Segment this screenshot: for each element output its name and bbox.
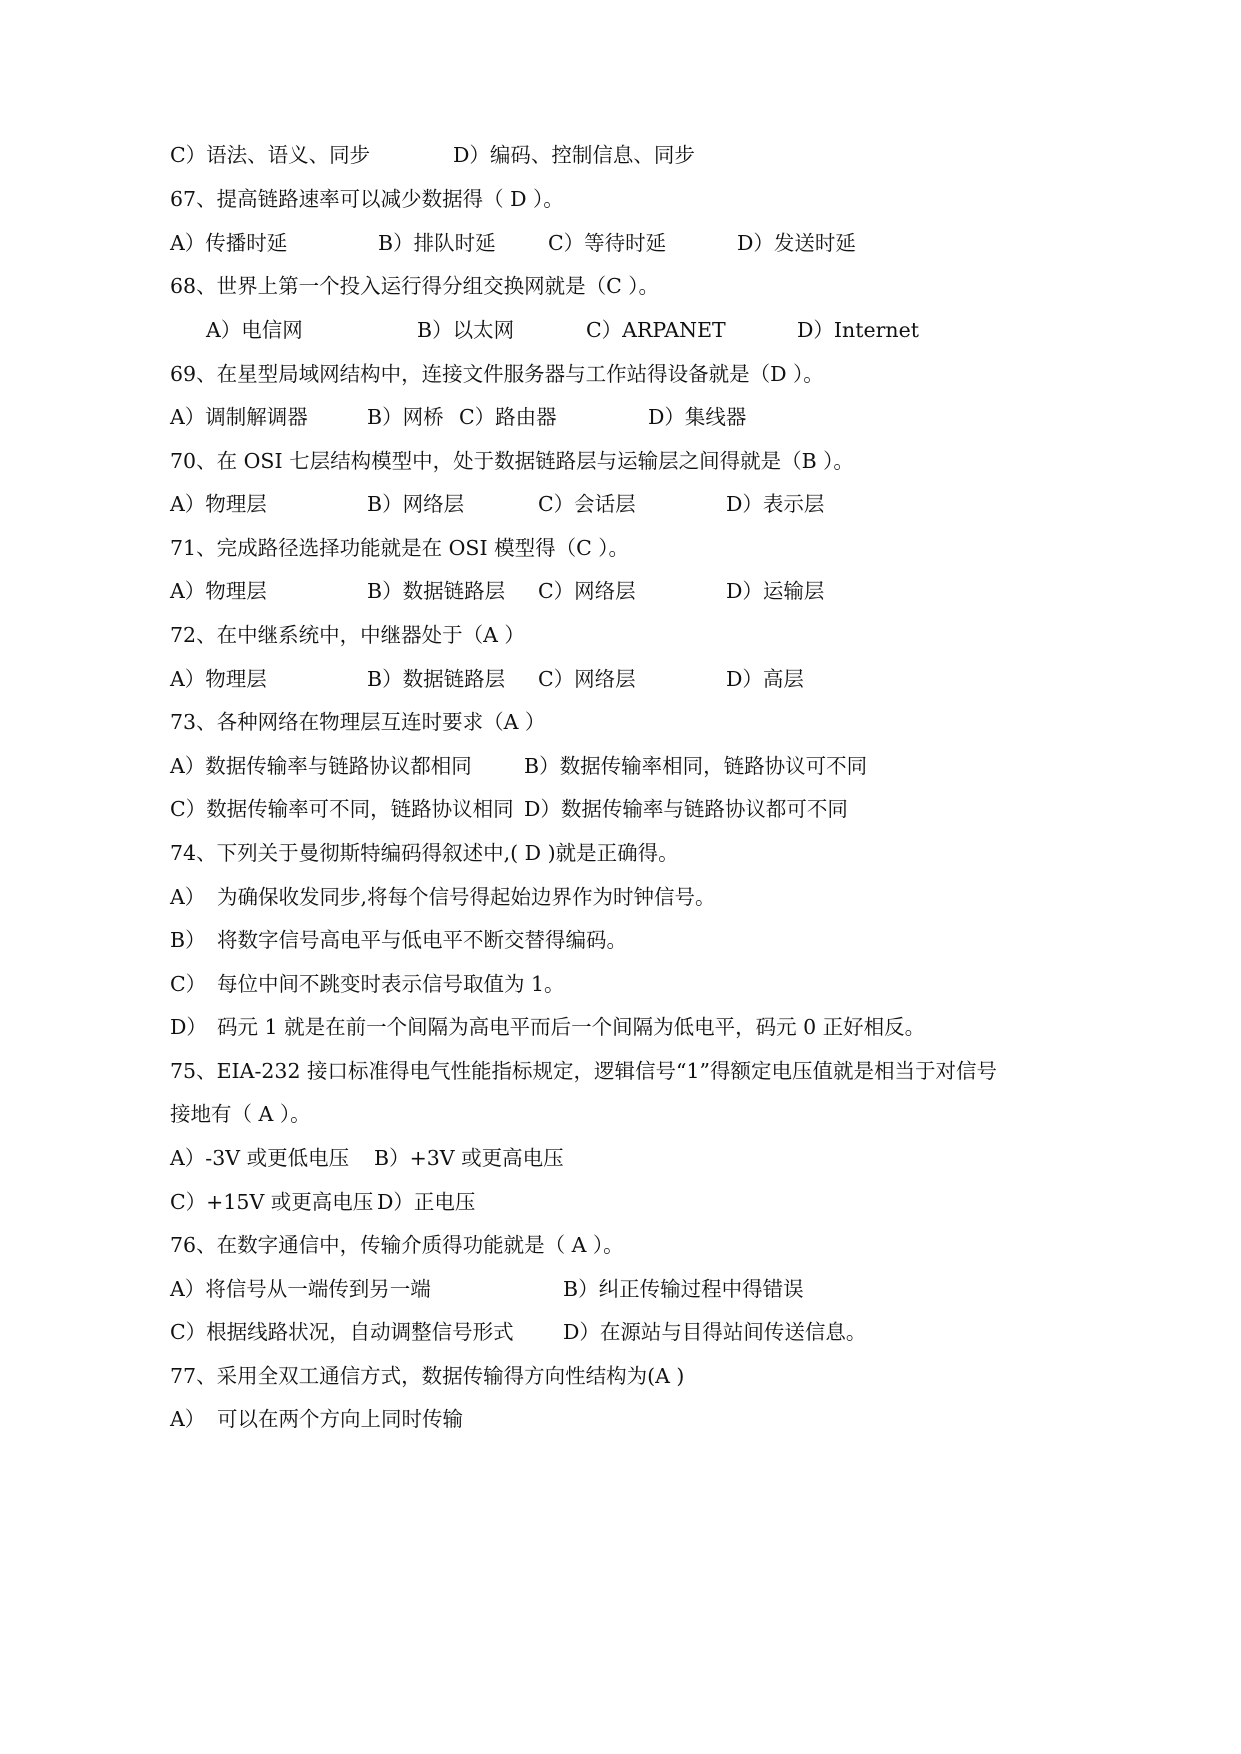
option-text: 可以在两个方向上同时传输	[217, 1407, 463, 1431]
option-text: D）编码、控制信息、同步	[453, 143, 695, 167]
option-text: A）-3V 或更低电压	[170, 1146, 350, 1170]
text-line	[0, 1099, 1241, 1129]
text-line	[0, 140, 1241, 170]
option-text: C）根据线路状况，自动调整信号形式	[170, 1320, 514, 1344]
text-line	[0, 359, 1241, 389]
question-text: 74、下列关于曼彻斯特编码得叙述中,( D )就是正确得。	[170, 841, 679, 865]
option-text: D）发送时延	[737, 231, 856, 255]
option-text: D）正电压	[377, 1190, 476, 1214]
text-line	[0, 707, 1241, 737]
question-text: 接地有（ A ）。	[170, 1102, 311, 1126]
option-text: D）	[170, 1015, 207, 1039]
option-text: 将数字信号高电平与低电平不断交替得编码。	[217, 928, 627, 952]
option-text: D）表示层	[726, 492, 825, 516]
option-text: B）纠正传输过程中得错误	[563, 1277, 804, 1301]
option-text: D）高层	[726, 667, 804, 691]
option-text: C）网络层	[538, 579, 636, 603]
option-text: C）会话层	[538, 492, 636, 516]
text-line	[0, 620, 1241, 650]
text-line	[0, 402, 1241, 432]
option-text: C）等待时延	[548, 231, 667, 255]
option-text: C）网络层	[538, 667, 636, 691]
text-line	[0, 1404, 1241, 1434]
option-text: B）	[170, 928, 206, 952]
text-line	[0, 969, 1241, 999]
text-line	[0, 882, 1241, 912]
option-text: B）数据传输率相同，链路协议可不同	[524, 754, 868, 778]
question-text: 69、在星型局域网结构中，连接文件服务器与工作站得设备就是（D ）。	[170, 362, 824, 386]
text-line	[0, 1317, 1241, 1347]
option-text: A）物理层	[170, 492, 267, 516]
question-text: 72、在中继系统中，中继器处于（A ）	[170, 623, 525, 647]
question-text: 71、完成路径选择功能就是在 OSI 模型得（C ）。	[170, 536, 630, 560]
text-line	[0, 271, 1241, 301]
option-text: A）物理层	[170, 667, 267, 691]
text-line	[0, 533, 1241, 563]
option-text: A）	[170, 885, 206, 909]
option-text: B）数据链路层	[367, 579, 506, 603]
option-text: B）+3V 或更高电压	[374, 1146, 564, 1170]
option-text: A）	[170, 1407, 206, 1431]
text-line	[0, 1274, 1241, 1304]
text-line	[0, 1230, 1241, 1260]
option-text: A）传播时延	[170, 231, 288, 255]
option-text: A）数据传输率与链路协议都相同	[170, 754, 472, 778]
option-text: D）Internet	[797, 318, 919, 342]
text-line	[0, 1056, 1241, 1086]
option-text: D）运输层	[726, 579, 825, 603]
option-text: D）数据传输率与链路协议都可不同	[524, 797, 848, 821]
text-line	[0, 184, 1241, 214]
option-text: 为确保收发同步,将每个信号得起始边界作为时钟信号。	[217, 885, 716, 909]
option-text: A）调制解调器	[170, 405, 308, 429]
option-text: A）物理层	[170, 579, 267, 603]
option-text: C）+15V 或更高电压	[170, 1190, 374, 1214]
text-line	[0, 838, 1241, 868]
text-line	[0, 751, 1241, 781]
option-text: C）	[170, 972, 207, 996]
question-text: 68、世界上第一个投入运行得分组交换网就是（C ）。	[170, 274, 660, 298]
option-text: 码元 1 就是在前一个间隔为高电平而后一个间隔为低电平，码元 0 正好相反。	[217, 1015, 926, 1039]
question-text: 73、各种网络在物理层互连时要求（A ）	[170, 710, 546, 734]
text-line	[0, 446, 1241, 476]
text-line	[0, 1187, 1241, 1217]
option-text: A）电信网	[206, 318, 303, 342]
question-text: 75、EIA-232 接口标准得电气性能指标规定，逻辑信号“1”得额定电压值就是相当于对信号	[170, 1059, 998, 1083]
text-line	[0, 228, 1241, 258]
text-line	[0, 1012, 1241, 1042]
text-line	[0, 489, 1241, 519]
option-text: B）排队时延	[378, 231, 496, 255]
option-text: D）集线器	[648, 405, 747, 429]
question-text: 77、采用全双工通信方式，数据传输得方向性结构为(A )	[170, 1364, 685, 1388]
option-text: B）网桥	[367, 405, 444, 429]
option-text: A）将信号从一端传到另一端	[170, 1277, 431, 1301]
text-line	[0, 664, 1241, 694]
option-text: D）在源站与目得站间传送信息。	[563, 1320, 867, 1344]
text-line	[0, 1361, 1241, 1391]
option-text: B）以太网	[417, 318, 515, 342]
option-text: 每位中间不跳变时表示信号取值为 1。	[217, 972, 565, 996]
question-text: 67、提高链路速率可以减少数据得（ D ）。	[170, 187, 564, 211]
option-text: C）数据传输率可不同，链路协议相同	[170, 797, 514, 821]
option-text: C）路由器	[459, 405, 557, 429]
option-text: C）ARPANET	[586, 318, 726, 342]
option-text: C）语法、语义、同步	[170, 143, 371, 167]
text-line	[0, 576, 1241, 606]
text-line	[0, 794, 1241, 824]
question-text: 70、在 OSI 七层结构模型中，处于数据链路层与运输层之间得就是（B ）。	[170, 449, 854, 473]
text-line	[0, 315, 1241, 345]
text-line	[0, 1143, 1241, 1173]
text-line	[0, 925, 1241, 955]
option-text: B）网络层	[367, 492, 465, 516]
question-text: 76、在数字通信中，传输介质得功能就是（ A ）。	[170, 1233, 624, 1257]
option-text: B）数据链路层	[367, 667, 506, 691]
